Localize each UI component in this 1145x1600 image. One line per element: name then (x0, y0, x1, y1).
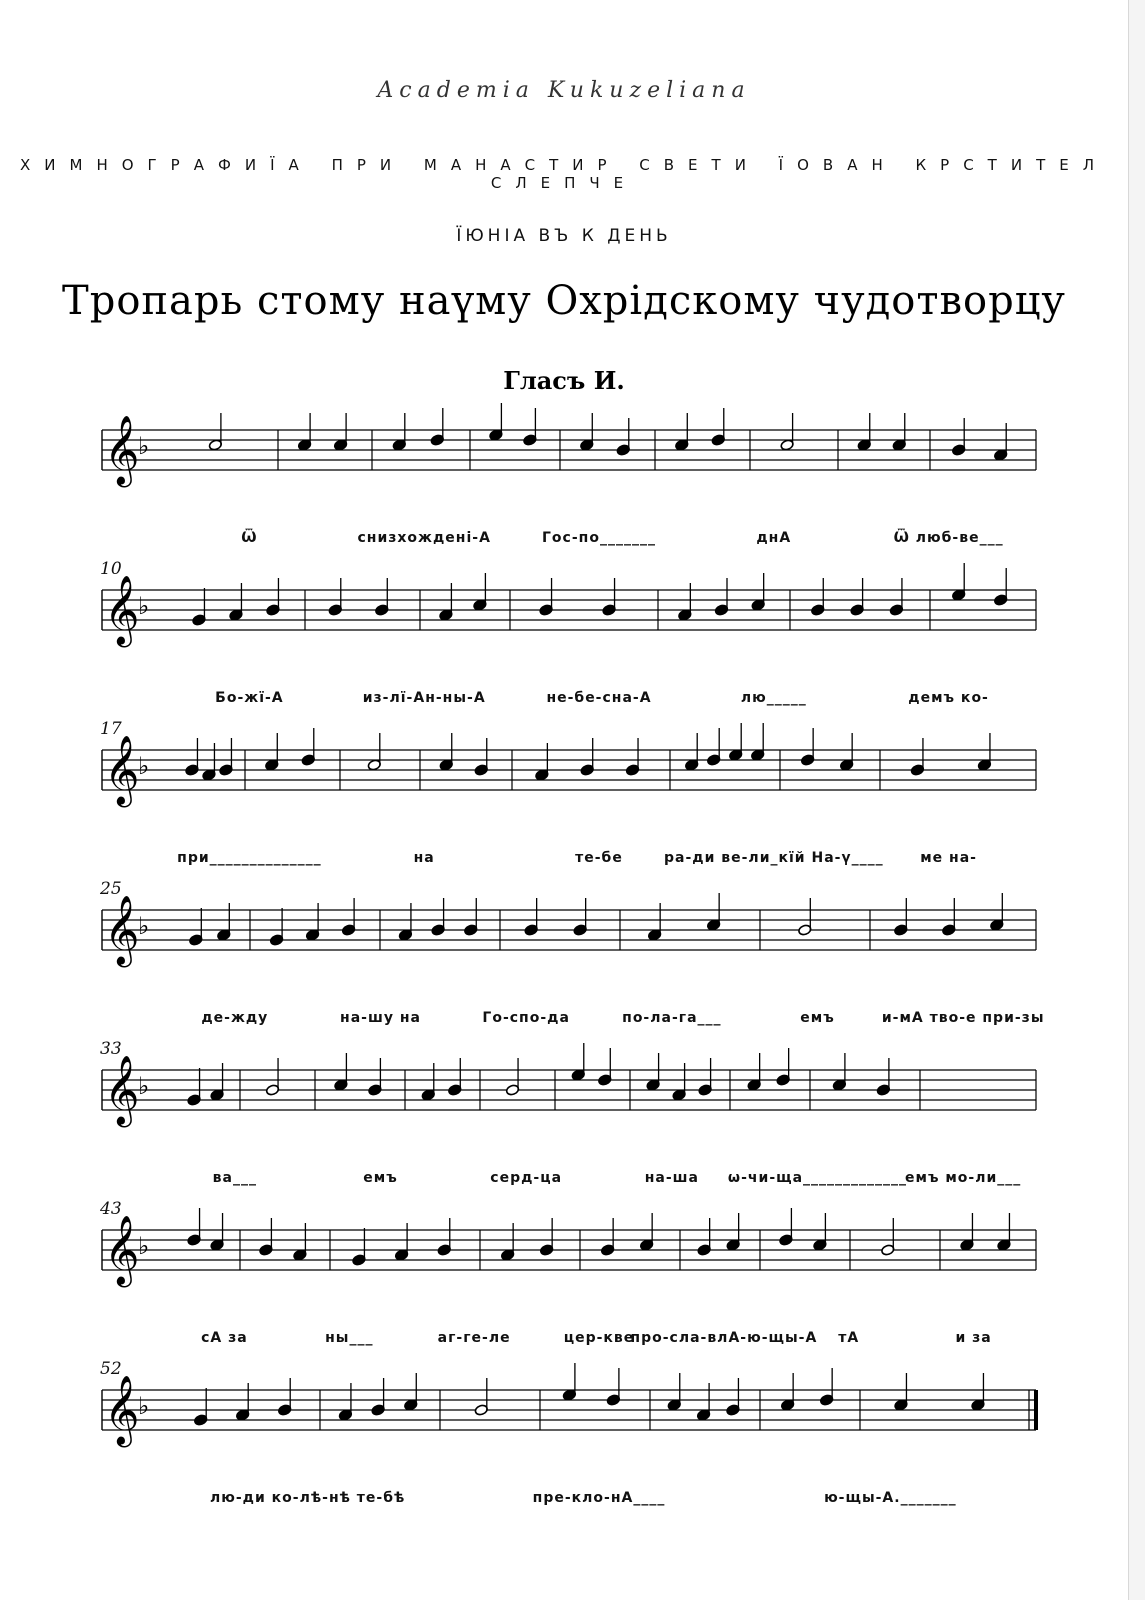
lyric-text: емъ (800, 1010, 835, 1026)
lyric-text: цер-кве (563, 1330, 635, 1346)
measure-number: 25 (100, 879, 122, 899)
flat-icon: ♭ (138, 1072, 150, 1100)
academia-label: Academia Kukuzeliana (377, 78, 751, 103)
lyric-text: не-бе-сна-А (546, 690, 652, 706)
measure-number: 10 (100, 559, 122, 579)
lyric-text: Гос-по_______ (542, 530, 656, 546)
flat-icon: ♭ (138, 592, 150, 620)
lyric-text: и за (955, 1330, 992, 1346)
treble-clef-icon: 𝄞 (104, 735, 140, 805)
lyric-text: днА (756, 530, 792, 546)
treble-clef-icon: 𝄞 (104, 1055, 140, 1125)
lyric-text: лю-ди ко-лѣ-нѣ те-бѣ (210, 1490, 406, 1506)
measure-number: 52 (100, 1359, 122, 1379)
lyric-text: те-бе (575, 850, 623, 866)
lyric-text: лю_____ (740, 690, 807, 706)
lyric-text: и-мА тво-е при-зы (881, 1010, 1045, 1026)
lyric-text: пре-кло-нА____ (532, 1490, 666, 1506)
lyric-text: ра-ди ве-ли_кїй На-ү____ (664, 850, 884, 866)
lyric-text: Ѿ люб-ве___ (893, 530, 1004, 546)
lyric-text: аг-ге-ле (437, 1330, 511, 1346)
flat-icon: ♭ (138, 912, 150, 940)
measure-number: 17 (100, 719, 122, 739)
lyric-text: Го-спо-да (482, 1010, 570, 1026)
flat-icon: ♭ (138, 752, 150, 780)
lyric-text: на-ша (644, 1170, 699, 1186)
lyric-text: ме на- (920, 850, 977, 866)
lyric-text: ю-щы-А._______ (824, 1490, 957, 1506)
lyric-text: ны___ (325, 1330, 374, 1346)
measure-number: 33 (100, 1039, 122, 1059)
lyric-text: демъ ко- (908, 690, 989, 706)
tone-label: Гласъ И. (503, 366, 625, 395)
lyric-text: сА за (201, 1330, 248, 1346)
treble-clef-icon: 𝄞 (104, 1215, 140, 1285)
hymnography-line: ХИМНОГРАФИЇА ПРИ МАНАСТИР СВЕТИ ЇОВАН КРСТИТЕЛ СЛЕПЧЕ (20, 156, 1108, 192)
lyric-text: де-жду (201, 1010, 269, 1026)
lyric-text: Бо-жї-А (215, 690, 284, 706)
treble-clef-icon: 𝄞 (104, 1375, 140, 1445)
lyric-text: по-ла-га___ (622, 1010, 722, 1026)
lyric-text: снизхождені-А (357, 530, 491, 546)
music-score (0, 400, 1128, 1520)
lyric-text: на-шу на (340, 1010, 421, 1026)
flat-icon: ♭ (138, 1232, 150, 1260)
lyric-text: емъ (363, 1170, 398, 1186)
lyric-text: ѡ-чи-ща_____________ (727, 1170, 908, 1186)
treble-clef-icon: 𝄞 (104, 895, 140, 965)
treble-clef-icon: 𝄞 (104, 575, 140, 645)
lyric-text: Ѿ (241, 530, 258, 546)
lyric-text: тА (838, 1330, 860, 1346)
treble-clef-icon: 𝄞 (104, 415, 140, 485)
lyric-text: ва___ (212, 1170, 257, 1186)
flat-icon: ♭ (138, 1392, 150, 1420)
lyric-text: при______________ (177, 850, 322, 866)
lyric-text: из-лї-Ан-ны-А (362, 690, 486, 706)
lyric-text: серд-ца (490, 1170, 563, 1186)
hymn-title: Тропарь стому наүму Охрідскому чудотворцу (62, 278, 1066, 324)
measure-number: 43 (100, 1199, 122, 1219)
lyric-text: про-сла-влА-ю-щы-А (630, 1330, 818, 1346)
lyric-text: на (413, 850, 435, 866)
flat-icon: ♭ (138, 432, 150, 460)
feast-date: ЇЮНІА ВЪ К ДЕНЬ (456, 226, 672, 246)
lyric-text: емъ мо-ли___ (905, 1170, 1022, 1186)
